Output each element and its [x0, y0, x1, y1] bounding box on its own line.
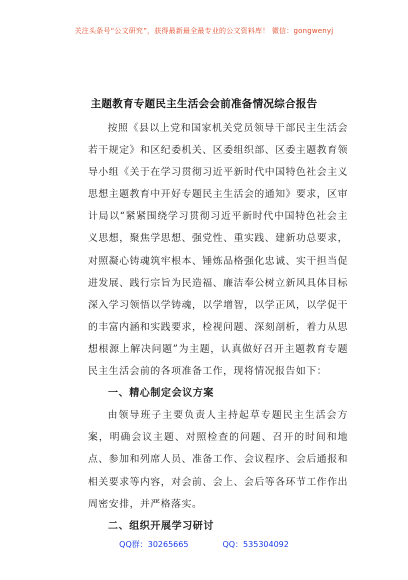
section-1-heading: 一、精心制定会议方案 [108, 388, 214, 400]
contact-footer [0, 539, 408, 550]
document-body [88, 118, 348, 538]
section-1-paragraph: 由领导班子主要负责人主持起草专题民主生活会方案，明确会议主题、对照检查的问题、召开的时间和地点、参加和列席人员、准备工作、会议程序、会后通报和相关要求等内容，对会前、会上、会后等各环节工作作出周密安排，并严格落实。 [88, 410, 348, 510]
document-title: 主题教育专题民主生活会会前准备情况综合报告 [90, 98, 318, 110]
promo-banner: 关注头条号“公文研究”，获得最新最全最专业的公文资料库！ 微信：gongwenyj [74, 27, 334, 35]
intro-paragraph: 按照《县以上党和国家机关党员领导干部民主生活会若干规定》和区纪委机关、区委组织部、区委主题教育领导小组《关于在学习贯彻习近平新时代中国特色社会主义思想主题教育中开好专题民主生活会的通知》要求，区审计局以“紧紧围绕学习贯彻习近平新时代中国特色社会主义思想，聚焦学思想、强党性、重实践、建新功总要求，对照凝心铸魂筑牢根本、锤炼品格强化忠诚、实干担当促进发展、践行宗旨为民造福、廉洁奉公树立新风具体目标深入学习领悟以学铸魂，以学增智，以学正风，以学促干的丰富内涵和实践要求，检视问题、深刻剖析，着力从思想根源上解决问题”为主题，认真做好召开主题教育专题民主生活会前的各项准备工作，现将情况报告如下： [88, 123, 348, 378]
section-2-heading: 二、组织开展学习研讨 [108, 520, 214, 532]
qq-group-number: QQ群：30265665 [119, 540, 189, 549]
qq-number: QQ：535304092 [222, 540, 289, 549]
